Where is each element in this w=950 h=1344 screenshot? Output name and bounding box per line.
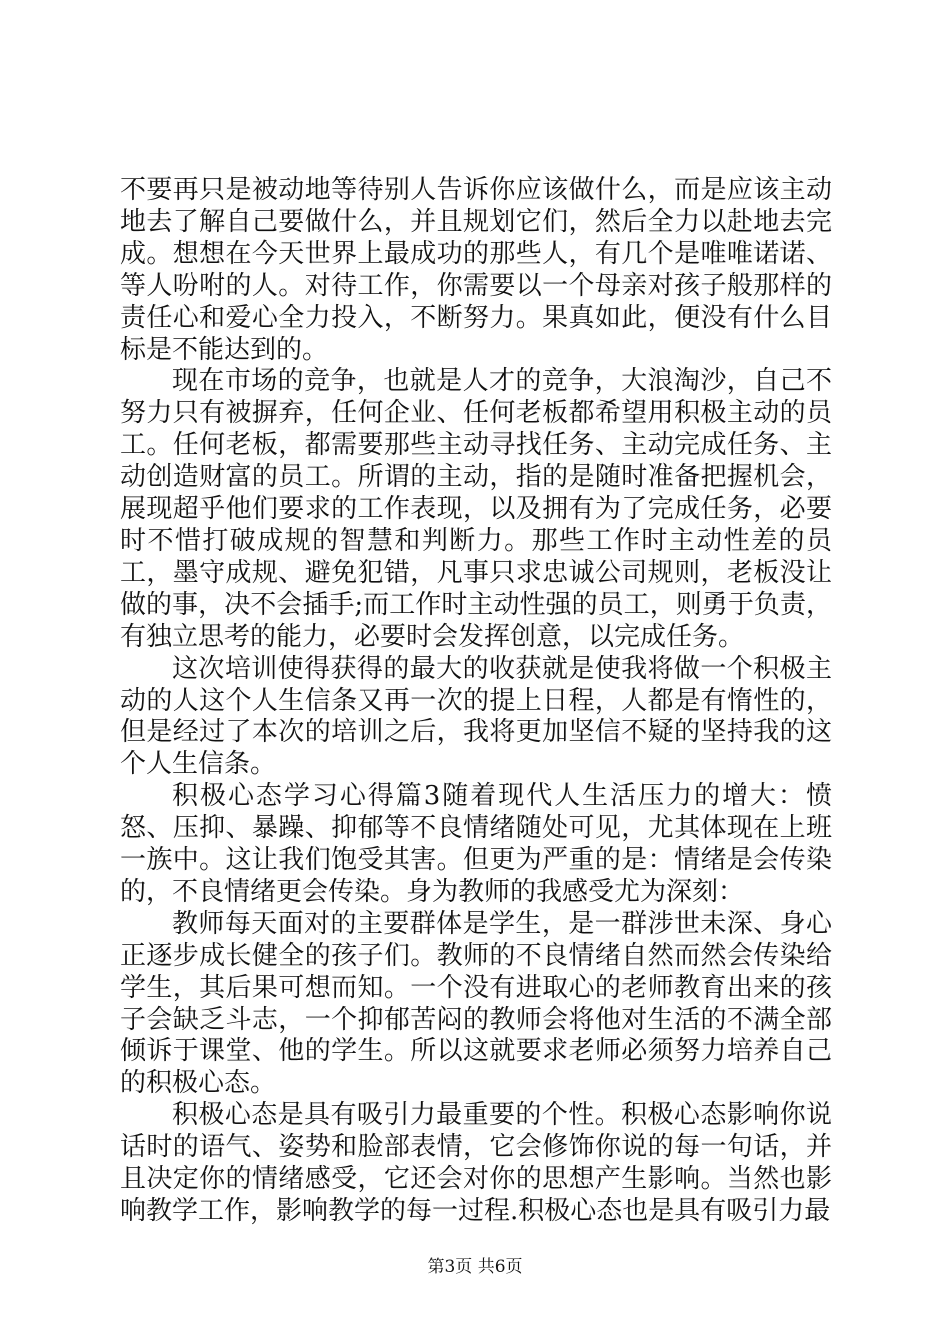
paragraph-continuation: 不要再只是被动地等待别人告诉你应该做什么，而是应该主动地去了解自己要做什么，并且规划它们，然后全力以赴地去完成。想想在今天世界上最成功的那些人，有几个是唯唯诺诺、等人吩咐的人。对待工作，你需要以一个母亲对孩子般那样的责任心和爱心全力投入，不断努力。果真如此，便没有什么目标是不能达到的。 bbox=[120, 175, 832, 365]
paragraph-market-competition: 现在市场的竞争，也就是人才的竞争，大浪淘沙，自己不努力只有被摒弃，任何企业、任何老板都希望用积极主动的员工。任何老板，都需要那些主动寻找任务、主动完成任务、主动创造财富的员工。所谓的主动，指的是随时准备把握机会，展现超乎他们要求的工作表现，以及拥有为了完成任务，必要时不惜打破成规的智慧和判断力。那些工作时主动性差的员工，墨守成规、避免犯错，凡事只求忠诚公司规则，老板没让做的事，决不会插手;而工作时主动性强的员工，则勇于负责，有独立思考的能力，必要时会发挥创意，以完成任务。 bbox=[120, 366, 832, 652]
document-body bbox=[120, 175, 832, 1228]
paragraph-positive-attitude: 积极心态是具有吸引力最重要的个性。积极心态影响你说话时的语气、姿势和脸部表情，它会修饰你说的每一句话，并且决定你的情绪感受，它还会对你的思想产生影响。当然也影响教学工作，影响教学的每一过程.积极心态也是具有吸引力最 bbox=[120, 1100, 832, 1226]
paragraph-article-3-intro: 积极心态学习心得篇3随着现代人生活压力的增大：愤怒、压抑、暴躁、抑郁等不良情绪随处可见，尤其体现在上班一族中。这让我们饱受其害。但更为严重的是：情绪是会传染的，不良情绪更会传染。身为教师的我感受尤为深刻： bbox=[120, 781, 832, 907]
paragraph-training-gain: 这次培训使得获得的最大的收获就是使我将做一个积极主动的人这个人生信条又再一次的提上日程，人都是有惰性的，但是经过了本次的培训之后，我将更加坚信不疑的坚持我的这个人生信条。 bbox=[120, 653, 832, 780]
paragraph-teacher-emotion: 教师每天面对的主要群体是学生，是一群涉世未深、身心正逐步成长健全的孩子们。教师的不良情绪自然而然会传染给学生，其后果可想而知。一个没有进取心的老师教育出来的孩子会缺乏斗志，一个抑郁苦闷的教师会将他对生活的不满全部倾诉于课堂、他的学生。所以这就要求老师必须努力培养自己的积极心态。 bbox=[120, 908, 832, 1099]
page-number-footer: 第3页 共6页 bbox=[427, 1257, 523, 1277]
